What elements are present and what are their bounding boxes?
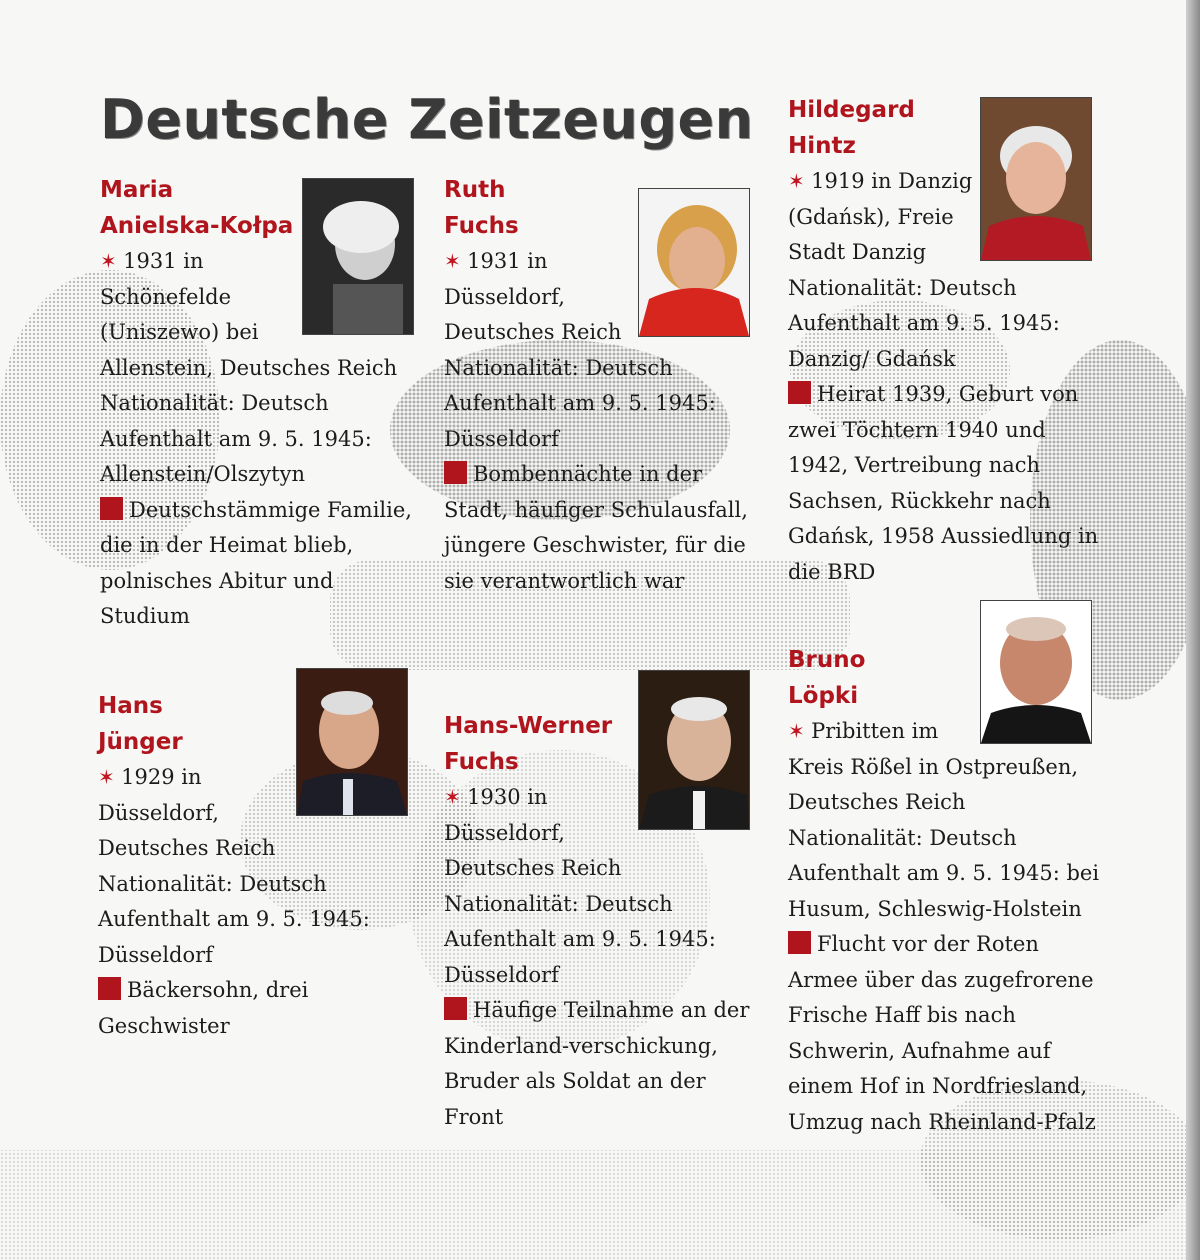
witness-name: Hans-Werner Fuchs [444, 713, 613, 775]
entry-hildegard [788, 92, 1098, 590]
page-binding-edge [1186, 0, 1200, 1260]
entry-hanswerner [444, 708, 749, 1135]
witness-name: Bruno Löpki [788, 647, 866, 709]
witness-info: ✶ Pribitten im Kreis Rößel in Ostpreußen, Deutsches Reich Nationalität: Deutsch Aufenthalt am 9. 5. 1945: bei Husum, Schleswig-Holstein Flucht vor der Roten Armee über das zugefrorene Frische Haff bis nach Schwerin, Aufnahme auf einem Hof in Nordfriesland, Umzug nach Rheinland-Pfalz [788, 719, 1100, 1134]
bullet-square-icon [788, 931, 811, 954]
bullet-square-icon [788, 381, 811, 404]
birth-star-icon: ✶ [788, 719, 812, 743]
entry-ruth [444, 172, 748, 599]
birth-star-icon: ✶ [444, 785, 468, 809]
birth-star-icon: ✶ [100, 249, 124, 273]
bullet-square-icon [100, 497, 123, 520]
witness-name: Hildegard Hintz [788, 97, 915, 159]
witness-info: ✶ 1931 in Schönefelde (Uniszewo) bei Allenstein, Deutsches Reich Nationalität: Deutsch Aufenthalt am 9. 5. 1945: Allenstein/Olszytyn Deutschstämmige Familie, die in der Heimat blieb, polnisches Abitur und Studium [100, 249, 412, 628]
witness-info: ✶ 1930 in Düsseldorf, Deutsches Reich Nationalität: Deutsch Aufenthalt am 9. 5. 1945: Düsseldorf Häufige Teilnahme an der Kinderland-verschickung, Bruder als Soldat an der Front [444, 785, 750, 1129]
birth-star-icon: ✶ [444, 249, 468, 273]
witness-name: Ruth Fuchs [444, 177, 519, 239]
witness-info: ✶ 1931 in Düsseldorf, Deutsches Reich Nationalität: Deutsch Aufenthalt am 9. 5. 1945: Düsseldorf Bombennächte in der Stadt, häufiger Schulausfall, jüngere Geschwister, für die sie verantwortlich war [444, 249, 748, 593]
birth-star-icon: ✶ [788, 169, 812, 193]
entry-bruno [788, 642, 1099, 1140]
witness-name: Hans Jünger [98, 693, 183, 755]
entry-maria [100, 172, 412, 635]
birth-star-icon: ✶ [98, 765, 122, 789]
bullet-square-icon [444, 461, 467, 484]
witness-info: ✶ 1929 in Düsseldorf, Deutsches Reich Nationalität: Deutsch Aufenthalt am 9. 5. 1945: Düsseldorf Bäckersohn, drei Geschwister [98, 765, 370, 1038]
entry-hans [98, 688, 370, 1044]
page-title: Deutsche Zeitzeugen [100, 88, 754, 151]
bullet-square-icon [98, 977, 121, 1000]
witness-name: Maria Anielska-Kołpa [100, 177, 294, 239]
witness-info: ✶ 1919 in Danzig (Gdańsk), Freie Stadt Danzig Nationalität: Deutsch Aufenthalt am 9. 5. 1945: Danzig/ Gdańsk Heirat 1939, Geburt von zwei Töchtern 1940 und 1942, Vertreibung nach Sachsen, Rückkehr nach Gdańsk, 1958 Aussiedlung in die BRD [788, 169, 1099, 584]
bullet-square-icon [444, 997, 467, 1020]
